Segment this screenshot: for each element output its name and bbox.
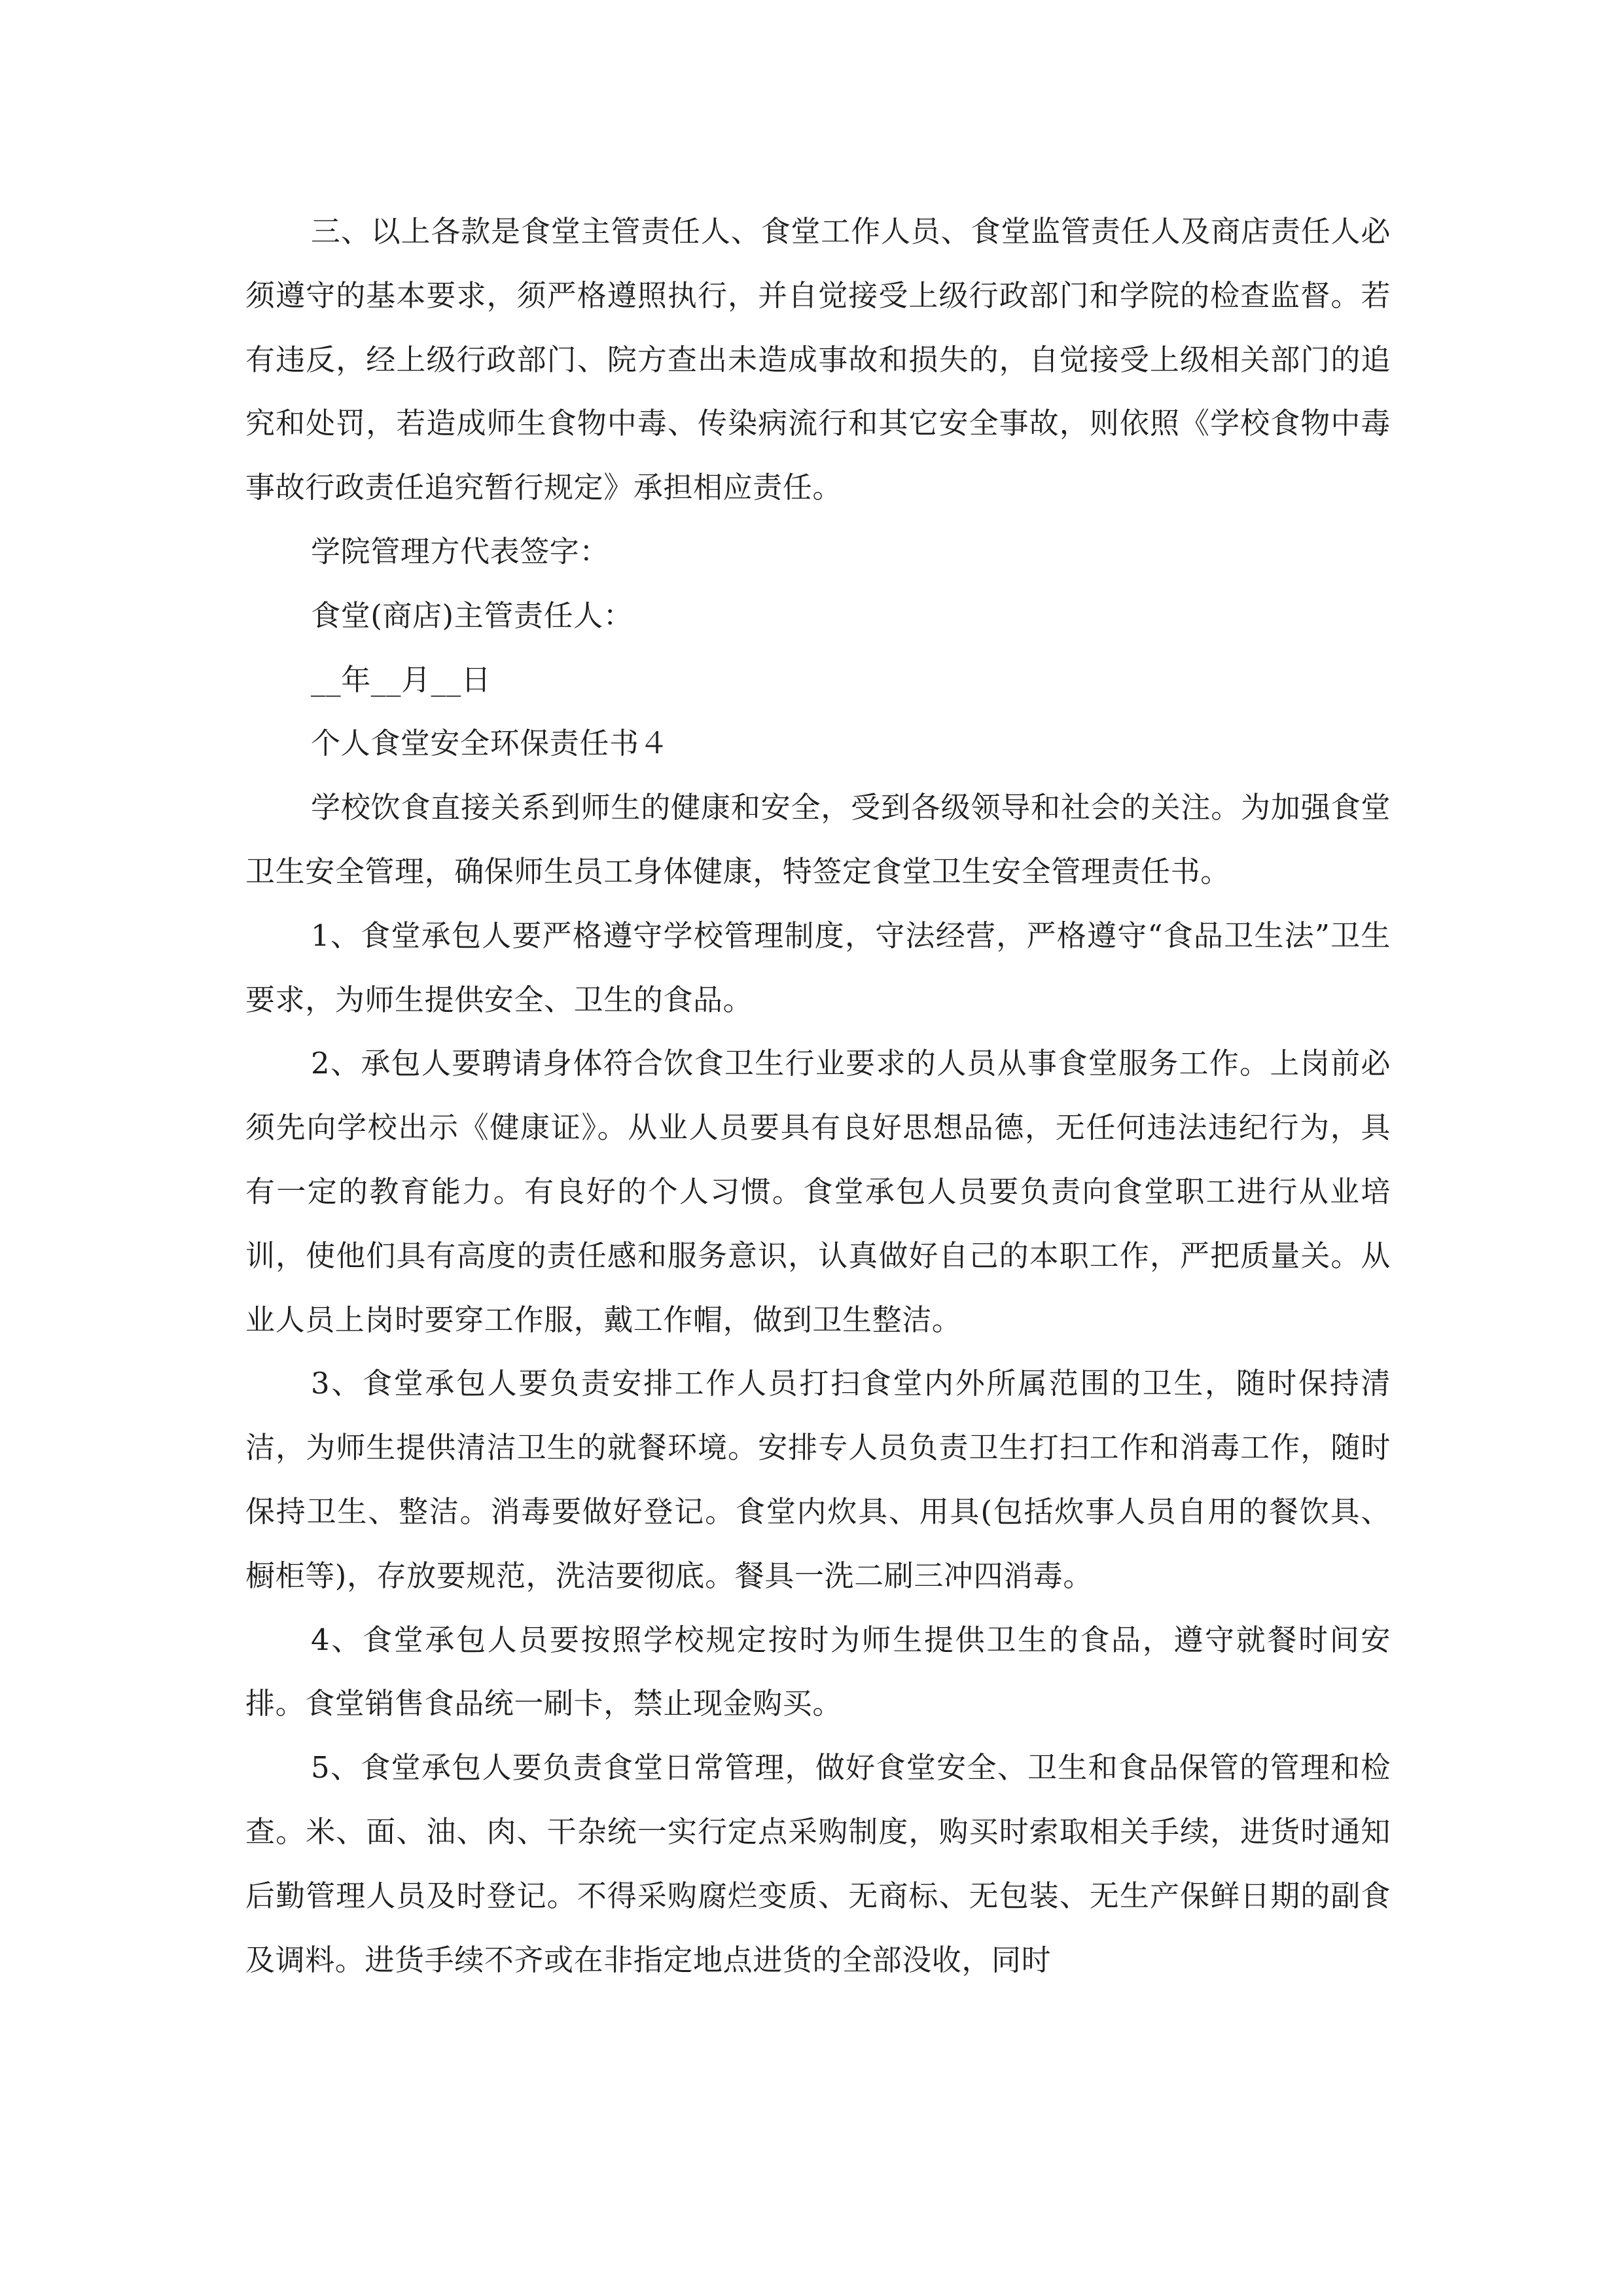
signature-line-canteen-manager: 食堂(商店)主管责任人： (311, 598, 633, 633)
paragraph-item-5: 5、食堂承包人要负责食堂日常管理，做好食堂安全、卫生和食品保管的管理和检查。米、面、油、肉、干杂统一实行定点采购制度，购买时索取相关手续，进货时通知后勤管理人员及时登记。不得采购腐烂变质、无商标、无包装、无生产保鲜日期的副食及调料。进货手续不齐或在非指定地点进货的全部没收，同时 (245, 1750, 1391, 1977)
signature-line-college-representative: 学院管理方代表签字： (311, 533, 610, 569)
paragraph-intro: 学校饮食直接关系到师生的健康和安全，受到各级领导和社会的关注。为加强食堂卫生安全管理，确保师生员工身体健康，特签定食堂卫生安全管理责任书。 (245, 790, 1391, 889)
date-line: __年__月__日 (311, 662, 491, 697)
paragraph-item-2: 2、承包人要聘请身体符合饮食卫生行业要求的人员从事食堂服务工作。上岗前必须先向学校出示《健康证》。从业人员要具有良好思想品德，无任何违法违纪行为，具有一定的教育能力。有良好的个人习惯。食堂承包人员要负责向食堂职工进行从业培训，使他们具有高度的责任感和服务意识，认真做好自己的本职工作，严把质量关。从业人员上岗时要穿工作服，戴工作帽，做到卫生整洁。 (245, 1046, 1391, 1337)
document-body (245, 200, 1391, 1992)
paragraph-article-3: 三、以上各款是食堂主管责任人、食堂工作人员、食堂监管责任人及商店责任人必须遵守的基本要求，须严格遵照执行，并自觉接受上级行政部门和学院的检查监督。若有违反，经上级行政部门、院方查出未造成事故和损失的，自觉接受上级相关部门的追究和处罚，若造成师生食物中毒、传染病流行和其它安全事故，则依照《学校食物中毒事故行政责任追究暂行规定》承担相应责任。 (245, 214, 1391, 505)
paragraph-item-4: 4、食堂承包人员要按照学校规定按时为师生提供卫生的食品，遵守就餐时间安排。食堂销售食品统一刷卡，禁止现金购买。 (245, 1622, 1391, 1721)
paragraph-item-3: 3、食堂承包人要负责安排工作人员打扫食堂内外所属范围的卫生，随时保持清洁，为师生提供清洁卫生的就餐环境。安排专人员负责卫生打扫工作和消毒工作，随时保持卫生、整洁。消毒要做好登记。食堂内炊具、用具(包括炊事人员自用的餐饮具、橱柜等)，存放要规范，洗洁要彻底。餐具一洗二刷三冲四消毒。 (245, 1366, 1391, 1593)
section-title: 个人食堂安全环保责任书４ (311, 726, 669, 761)
paragraph-item-1: 1、食堂承包人要严格遵守学校管理制度，守法经营，严格遵守“食品卫生法”卫生要求，为师生提供安全、卫生的食品。 (245, 918, 1391, 1017)
